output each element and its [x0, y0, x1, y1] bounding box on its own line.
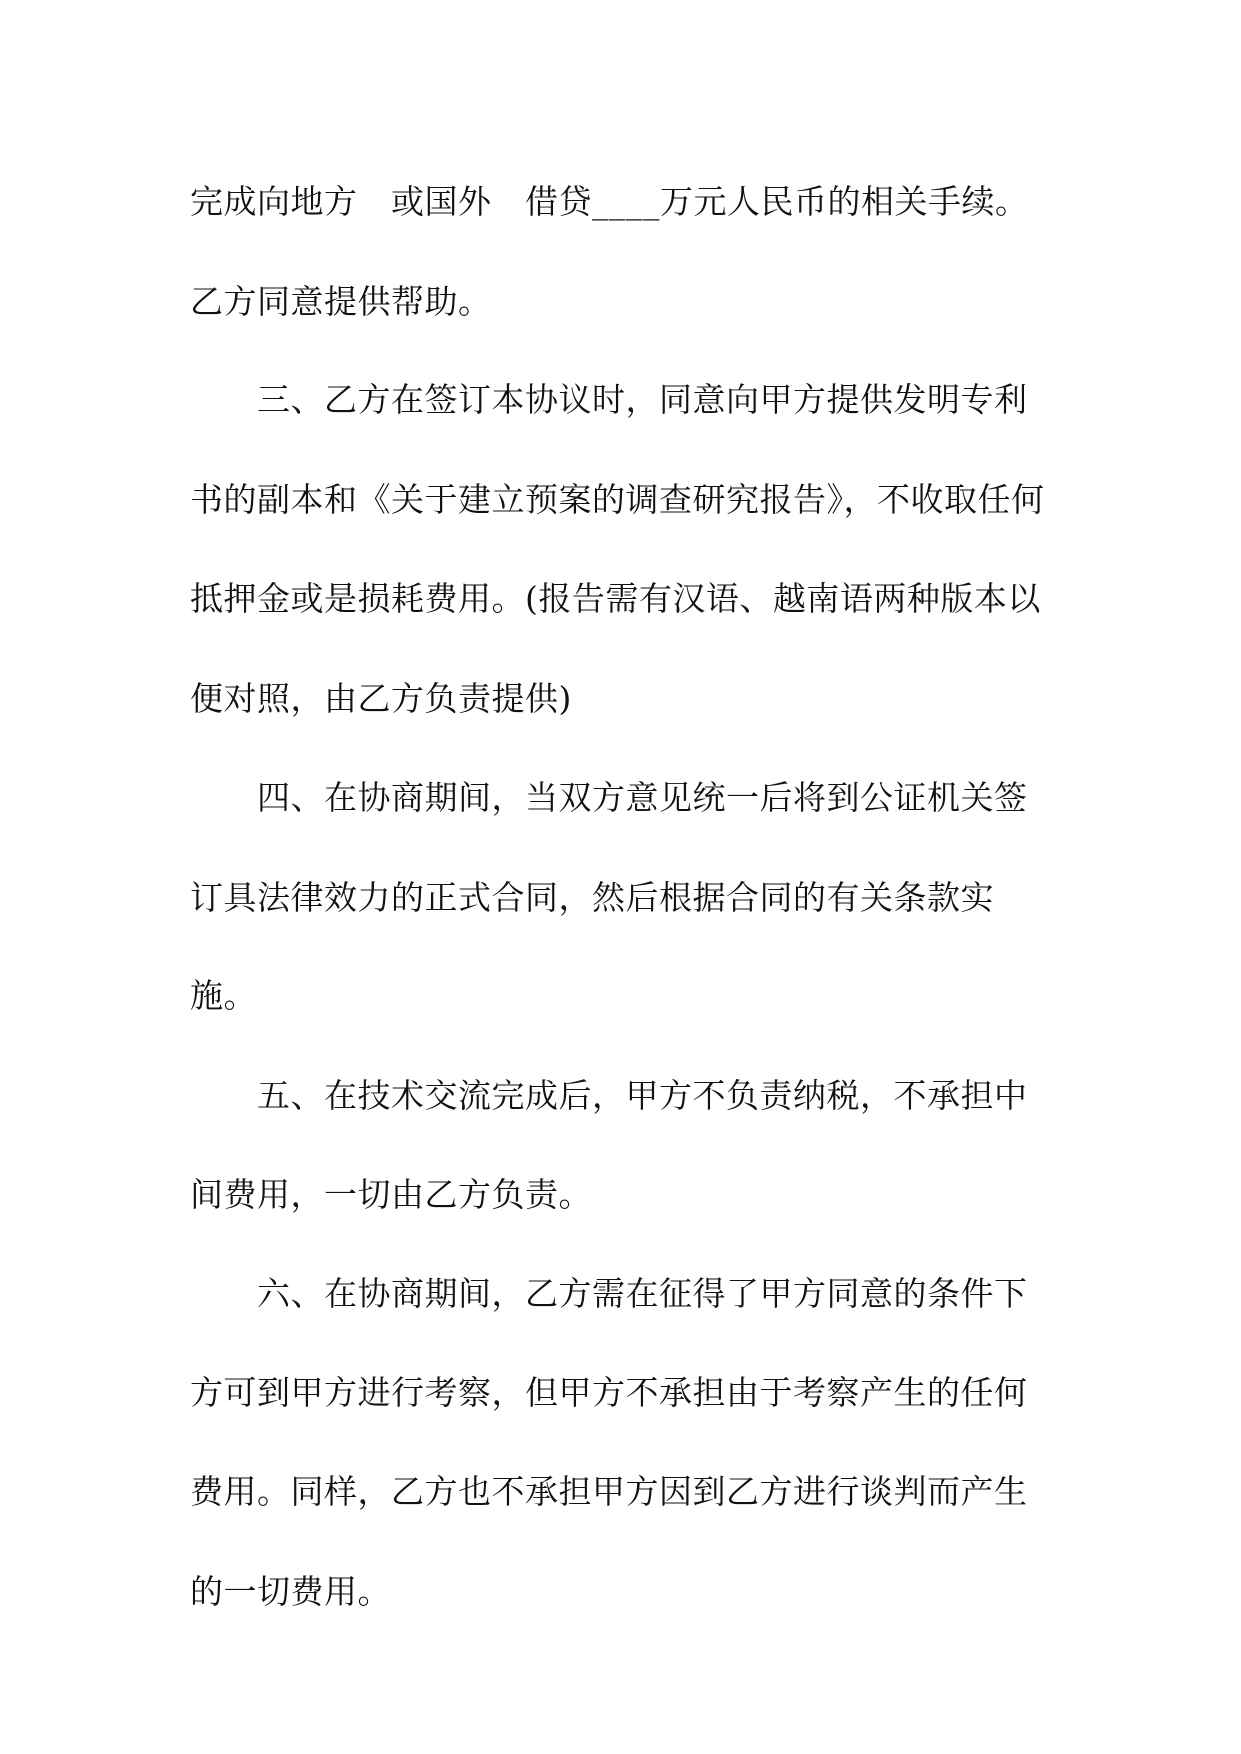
text-line: 乙方同意提供帮助。: [190, 282, 492, 321]
text-line: 抵押金或是损耗费用。(报告需有汉语、越南语两种版本以: [190, 579, 1041, 618]
text-line: 书的副本和《关于建立预案的调查研究报告》，不收取任何: [190, 480, 1045, 519]
text-line: 的一切费用。: [190, 1572, 391, 1611]
text-line: 费用。同样，乙方也不承担甲方因到乙方进行谈判而产生: [190, 1472, 1028, 1511]
text-line: 施。: [190, 976, 257, 1015]
text-line: 间费用，一切由乙方负责。: [190, 1175, 592, 1214]
paragraph-start-line: 三、乙方在签订本协议时，同意向甲方提供发明专利: [257, 380, 1028, 419]
text-line: 订具法律效力的正式合同，然后根据合同的有关条款实: [190, 878, 994, 917]
text-line: 便对照，由乙方负责提供): [190, 679, 572, 718]
paragraph-start-line: 五、在技术交流完成后，甲方不负责纳税，不承担中: [257, 1076, 1028, 1115]
paragraph-start-line: 四、在协商期间，当双方意见统一后将到公证机关签: [257, 778, 1028, 817]
paragraph-start-line: 六、在协商期间，乙方需在征得了甲方同意的条件下: [257, 1274, 1028, 1313]
text-line: 完成向地方 或国外 借贷____万元人民币的相关手续。: [190, 182, 1029, 221]
text-line: 方可到甲方进行考察，但甲方不承担由于考察产生的任何: [190, 1373, 1028, 1412]
